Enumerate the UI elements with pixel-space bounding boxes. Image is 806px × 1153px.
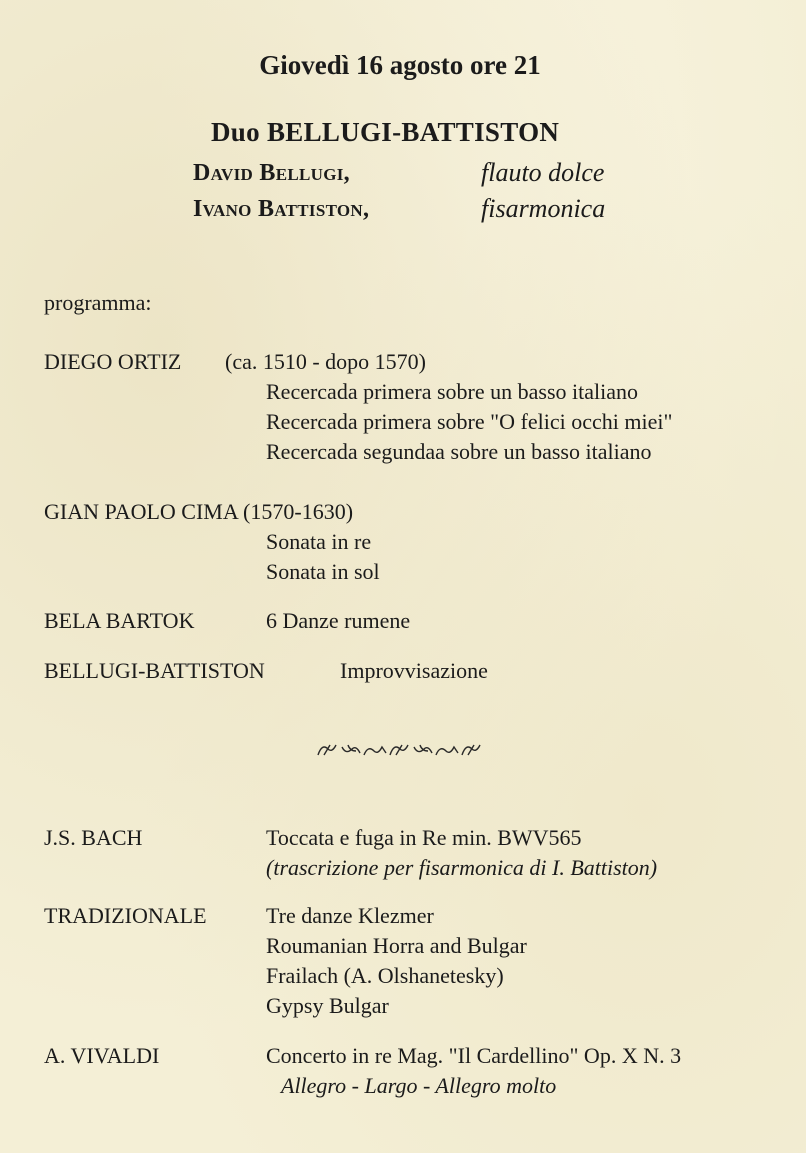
composer-cima: GIAN PAOLO CIMA (1570-1630) bbox=[44, 499, 354, 524]
composer-ortiz: DIEGO ORTIZ bbox=[44, 349, 182, 374]
work-movements: Allegro - Largo - Allegro molto bbox=[281, 1073, 557, 1098]
work-item: Toccata e fuga in Re min. BWV565 bbox=[266, 825, 582, 850]
work-item: Sonata in re bbox=[266, 529, 372, 554]
work-item: Gypsy Bulgar bbox=[266, 993, 389, 1018]
performer-name-2: Ivano Battiston, bbox=[193, 196, 370, 222]
work-item: Frailach (A. Olshanetesky) bbox=[266, 963, 504, 988]
composer-bartok: BELA BARTOK bbox=[44, 608, 195, 633]
work-item: Recercada primera sobre un basso italiano bbox=[266, 379, 639, 404]
work-item: Concerto in re Mag. "Il Cardellino" Op. X N. 3 bbox=[266, 1043, 682, 1068]
work-item: Tre danze Klezmer bbox=[266, 903, 434, 928]
composer-duo: BELLUGI-BATTISTON bbox=[44, 658, 265, 683]
performer-instrument-2: fisarmonica bbox=[481, 194, 606, 223]
ensemble-name: Duo BELLUGI-BATTISTON bbox=[211, 117, 560, 147]
program-label: programma: bbox=[44, 290, 152, 315]
work-item: 6 Danze rumene bbox=[266, 608, 411, 633]
work-item: Improvvisazione bbox=[340, 658, 488, 683]
work-item: Recercada primera sobre "O felici occhi miei" bbox=[266, 409, 673, 434]
work-item: Roumanian Horra and Bulgar bbox=[266, 933, 527, 958]
composer-ortiz-dates: (ca. 1510 - dopo 1570) bbox=[225, 349, 427, 374]
performer-name-1: David Bellugi, bbox=[193, 160, 350, 186]
work-item: Sonata in sol bbox=[266, 559, 380, 584]
composer-tradizionale: TRADIZIONALE bbox=[44, 903, 207, 928]
composer-vivaldi: A. VIVALDI bbox=[44, 1043, 160, 1068]
work-item: Recercada segundaa sobre un basso italiano bbox=[266, 439, 652, 464]
performer-instrument-1: flauto dolce bbox=[481, 158, 605, 187]
composer-bach: J.S. BACH bbox=[44, 825, 143, 850]
ornament-divider bbox=[316, 739, 486, 766]
concert-date: Giovedì 16 agosto ore 21 bbox=[259, 50, 541, 80]
ornament-icon bbox=[316, 739, 486, 761]
work-note: (trascrizione per fisarmonica di I. Battiston) bbox=[266, 855, 658, 880]
